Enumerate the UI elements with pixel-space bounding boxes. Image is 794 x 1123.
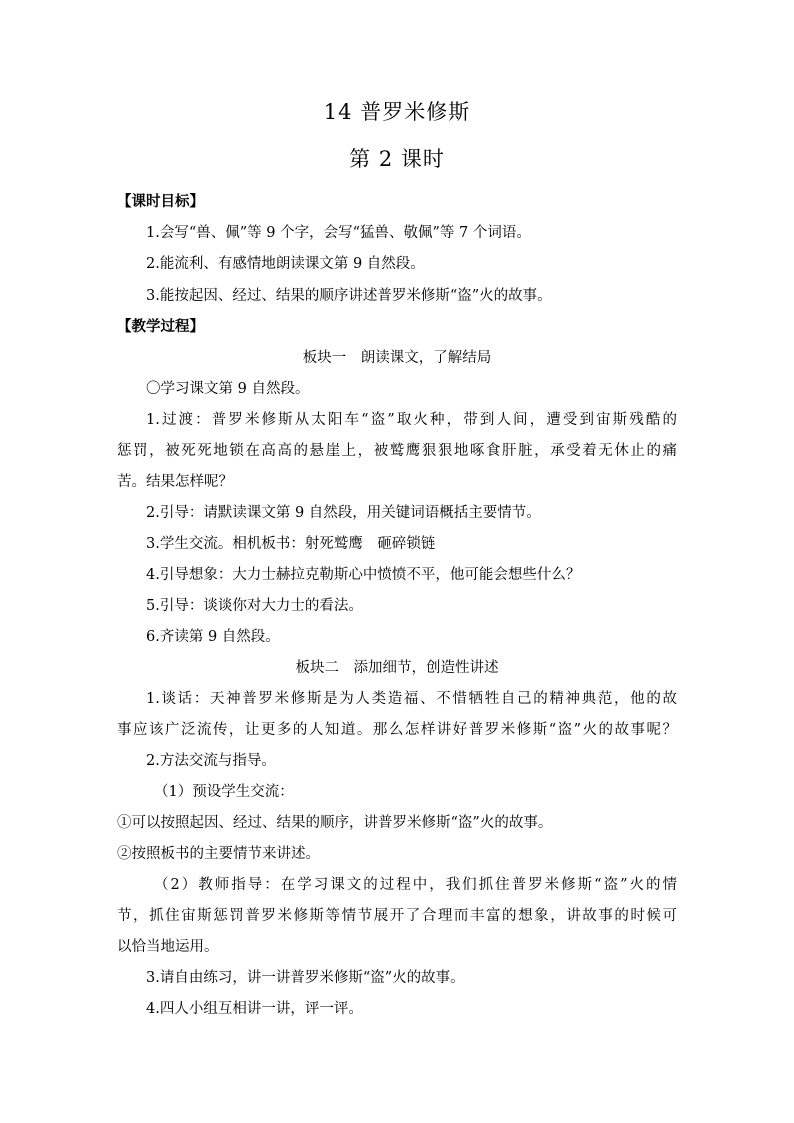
paragraph-line: 1.谈话：天神普罗米修斯是为人类造福、不惜牺牲自己的精神典范，他的故 [146,691,677,707]
objectives-heading: 【课时目标】 [117,193,204,210]
paragraph-line: 〇学习课文第 9 自然段。 [146,381,310,397]
lesson-title: 14 普罗米修斯 [323,100,471,124]
paragraph-line: 3.学生交流。相机板书：射死鹫鹰 砸碎锁链 [146,536,436,552]
objective-item: 1.会写“兽、佩”等 9 个字，会写“猛兽、敬佩”等 7 个词语。 [146,225,531,241]
paragraph-line: ①可以按照起因、经过、结果的顺序，讲普罗米修斯“盗”火的故事。 [117,815,553,831]
lesson-subtitle: 第 2 课时 [349,147,445,171]
paragraph-line: 3.请自由练习，讲一讲普罗米修斯“盗”火的故事。 [146,970,465,986]
block1-heading: 板块一 朗读课文，了解结局 [302,350,492,366]
paragraph-line: 6.齐读第 9 自然段。 [146,629,280,645]
objective-item: 3.能按起因、经过、结果的顺序讲述普罗米修斯“盗”火的故事。 [146,288,552,304]
paragraph-line: 事应该广泛流传，让更多的人知道。那么怎样讲好普罗米修斯“盗”火的故事呢？ [117,722,677,738]
objective-item: 2.能流利、有感情地朗读课文第 9 自然段。 [146,256,425,272]
paragraph-line: ②按照板书的主要情节来讲述。 [117,846,320,862]
block2-heading: 板块二 添加细节，创造性讲述 [295,660,499,676]
paragraph-line: 4.引导想象：大力士赫拉克勒斯心中愤愤不平，他可能会想些什么？ [146,567,581,583]
process-heading: 【教学过程】 [117,318,204,335]
paragraph-line: 以恰当地运用。 [117,939,219,955]
paragraph-line: 苦。结果怎样呢？ [117,474,233,490]
paragraph-line: （1）预设学生交流： [154,784,294,800]
paragraph-line: 2.引导：请默读课文第 9 自然段，用关键词语概括主要情节。 [146,505,541,521]
paragraph-line: 5.引导：谈谈你对大力士的看法。 [146,598,363,614]
paragraph-line: 1.过渡：普罗米修斯从太阳车“盗”取火种，带到人间，遭受到宙斯残酷的 [146,412,677,428]
paragraph-line: （2）教师指导：在学习课文的过程中，我们抓住普罗米修斯“盗”火的情 [154,877,677,893]
paragraph-line: 2.方法交流与指导。 [146,753,276,769]
paragraph-line: 节，抓住宙斯惩罚普罗米修斯等情节展开了合理而丰富的想象，讲故事的时候可 [117,908,677,924]
paragraph-line: 惩罚，被死死地锁在高高的悬崖上，被鹫鹰狠狠地啄食肝脏，承受着无休止的痛 [117,443,677,459]
paragraph-line: 4.四人小组互相讲一讲，评一评。 [146,1001,363,1017]
